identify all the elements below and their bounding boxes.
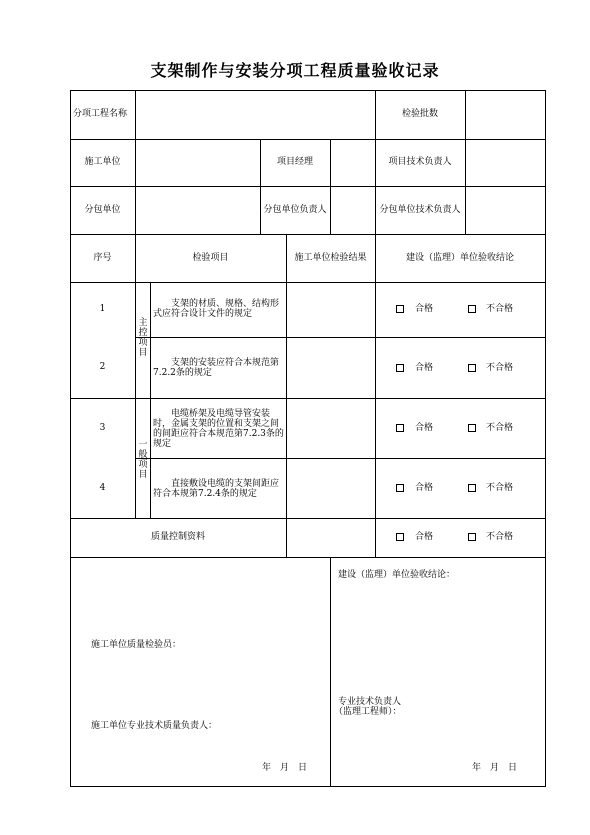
row-2-pass-label: 合格: [415, 363, 434, 373]
row-1-seq: 1: [99, 304, 106, 314]
date-left: 年 月 日: [262, 763, 308, 773]
row-1-fail-checkbox[interactable]: [468, 305, 476, 313]
quality-pass-label: 合格: [415, 532, 434, 542]
row-4-pass-checkbox[interactable]: [396, 484, 404, 492]
supervisor-conclusion-label: 建设（监理）单位验收结论：: [338, 570, 456, 580]
column-seq: 序号: [93, 252, 112, 263]
inspector-label: 施工单位质量检验员：: [91, 640, 182, 650]
row-2-seq: 2: [99, 362, 106, 372]
quality-control-label: 质量控制资料: [150, 532, 205, 542]
quality-pass-checkbox[interactable]: [396, 533, 404, 541]
sub-lead-label: 分包单位负责人: [263, 204, 327, 215]
row-4-fail-checkbox[interactable]: [468, 484, 476, 492]
group-main-label: 主控项目: [138, 318, 148, 358]
project-manager-label: 项目经理: [276, 157, 313, 167]
column-conclusion: 建设（监理）单位验收结论: [405, 252, 514, 263]
supervisor-engineer-label: （监理工程师）：: [334, 707, 402, 717]
column-item: 检验项目: [192, 252, 229, 263]
row-2-fail-checkbox[interactable]: [468, 364, 476, 372]
project-name-label: 分项工程名称: [73, 109, 128, 119]
quality-fail-label: 不合格: [486, 532, 514, 542]
quality-fail-checkbox[interactable]: [468, 533, 476, 541]
row-1-fail-label: 不合格: [486, 304, 514, 314]
row-4-pass-label: 合格: [415, 483, 434, 493]
row-3-pass-checkbox[interactable]: [396, 424, 404, 432]
row-4-item: 直接敷设电缆的支架间距应符合本规第7.2.4条的规定: [153, 479, 280, 499]
row-1-pass-checkbox[interactable]: [396, 305, 404, 313]
construction-unit-label: 施工单位: [84, 157, 121, 167]
tech-lead-label: 项目技术负责人: [388, 157, 452, 167]
group-general-label: 一般项目: [138, 440, 148, 480]
row-4-fail-label: 不合格: [486, 483, 514, 493]
sub-unit-label: 分包单位: [84, 204, 121, 215]
row-3-fail-label: 不合格: [486, 423, 514, 433]
batch-label: 检验批数: [401, 109, 438, 119]
column-result: 施工单位检验结果: [294, 252, 367, 263]
supervisor-tech-lead-label: 专业技术负责人: [338, 697, 402, 707]
sub-tech-lead-label: 分包单位技术负责人: [379, 204, 461, 215]
row-1-item: 支架的材质、规格、结构形式应符合设计文件的规定: [153, 299, 280, 319]
page-title: 支架制作与安装分项工程质量验收记录: [150, 61, 440, 80]
quality-lead-label: 施工单位专业技术质量负责人：: [91, 721, 218, 731]
row-1-pass-label: 合格: [415, 304, 434, 314]
row-3-fail-checkbox[interactable]: [468, 424, 476, 432]
row-2-pass-checkbox[interactable]: [396, 364, 404, 372]
date-right: 年 月 日: [472, 763, 518, 773]
row-4-seq: 4: [99, 482, 106, 493]
row-3-seq: 3: [99, 422, 106, 433]
row-2-item: 支架的安装应符合本规范第7.2.2条的规定: [153, 358, 280, 378]
row-2-fail-label: 不合格: [486, 363, 514, 373]
row-3-item: 电缆桥架及电缆导管安装时，金属支架的位置和支架之间的间距应符合本规范第7.2.3条的规定: [153, 409, 284, 449]
row-3-pass-label: 合格: [415, 423, 434, 433]
